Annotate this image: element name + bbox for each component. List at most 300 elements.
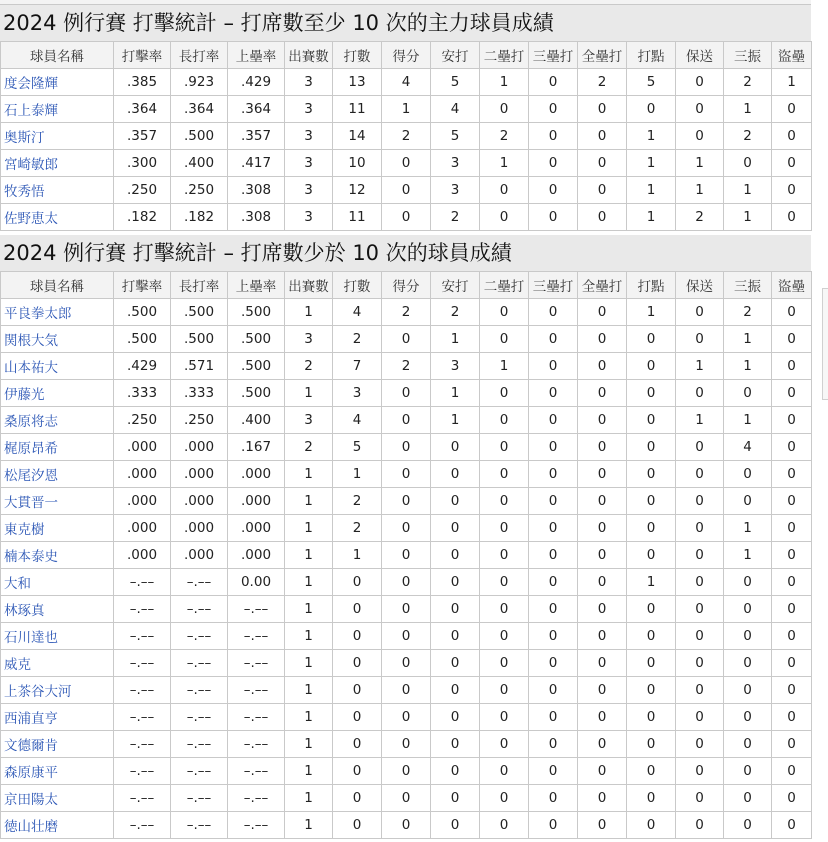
cell-rbi: 0 xyxy=(627,650,676,677)
player-name-link[interactable]: 石川達也 xyxy=(1,623,114,650)
cell-slugging: .923 xyxy=(171,69,228,96)
column-header-runs: 得分 xyxy=(382,272,431,299)
cell-hits: 0 xyxy=(431,434,480,461)
cell-hits: 2 xyxy=(431,299,480,326)
cell-stolen-bases: 0 xyxy=(772,542,812,569)
cell-batting-average: –.–– xyxy=(114,812,171,839)
player-name-link[interactable]: 京田陽太 xyxy=(1,785,114,812)
cell-strikeouts: 1 xyxy=(724,353,772,380)
cell-runs: 0 xyxy=(382,380,431,407)
cell-batting-average: .250 xyxy=(114,407,171,434)
cell-triples: 0 xyxy=(529,758,578,785)
cell-rbi: 5 xyxy=(627,69,676,96)
cell-walks: 0 xyxy=(676,569,724,596)
cell-runs: 0 xyxy=(382,785,431,812)
cell-stolen-bases: 0 xyxy=(772,204,812,231)
cell-walks: 0 xyxy=(676,123,724,150)
cell-slugging: –.–– xyxy=(171,731,228,758)
cell-home-runs: 0 xyxy=(578,177,627,204)
player-name-link[interactable]: 度会隆輝 xyxy=(1,69,114,96)
cell-batting-average: .000 xyxy=(114,542,171,569)
cell-stolen-bases: 0 xyxy=(772,569,812,596)
cell-walks: 1 xyxy=(676,407,724,434)
cell-doubles: 1 xyxy=(480,69,529,96)
cell-home-runs: 0 xyxy=(578,623,627,650)
cell-at-bats: 0 xyxy=(333,731,382,758)
cell-home-runs: 0 xyxy=(578,96,627,123)
cell-home-runs: 0 xyxy=(578,758,627,785)
cell-games: 3 xyxy=(285,326,333,353)
cell-batting-average: .250 xyxy=(114,177,171,204)
column-header-walks: 保送 xyxy=(676,272,724,299)
cell-stolen-bases: 0 xyxy=(772,677,812,704)
cell-games: 1 xyxy=(285,785,333,812)
column-header-batting-average: 打擊率 xyxy=(114,272,171,299)
cell-batting-average: .333 xyxy=(114,380,171,407)
cell-on-base: –.–– xyxy=(228,677,285,704)
cell-home-runs: 0 xyxy=(578,677,627,704)
table-row xyxy=(1,123,812,150)
cell-games: 1 xyxy=(285,380,333,407)
cell-hits: 3 xyxy=(431,150,480,177)
table-row xyxy=(1,299,812,326)
cell-on-base: –.–– xyxy=(228,704,285,731)
cell-stolen-bases: 0 xyxy=(772,704,812,731)
player-name-link[interactable]: 松尾汐恩 xyxy=(1,461,114,488)
column-header-stolen-bases: 盜壘 xyxy=(772,272,812,299)
cell-batting-average: .364 xyxy=(114,96,171,123)
cell-runs: 0 xyxy=(382,812,431,839)
cell-doubles: 0 xyxy=(480,326,529,353)
cell-doubles: 0 xyxy=(480,434,529,461)
cell-walks: 1 xyxy=(676,353,724,380)
cell-runs: 2 xyxy=(382,353,431,380)
cell-runs: 1 xyxy=(382,96,431,123)
cell-at-bats: 0 xyxy=(333,596,382,623)
cell-rbi: 0 xyxy=(627,785,676,812)
column-header-triples: 三壘打 xyxy=(529,42,578,69)
main-players-section xyxy=(0,5,812,231)
cell-home-runs: 0 xyxy=(578,380,627,407)
cell-rbi: 1 xyxy=(627,177,676,204)
cell-strikeouts: 2 xyxy=(724,69,772,96)
cell-batting-average: .182 xyxy=(114,204,171,231)
cell-runs: 0 xyxy=(382,515,431,542)
cell-at-bats: 4 xyxy=(333,407,382,434)
cell-runs: 0 xyxy=(382,623,431,650)
cell-doubles: 0 xyxy=(480,596,529,623)
cell-doubles: 0 xyxy=(480,407,529,434)
cell-home-runs: 0 xyxy=(578,353,627,380)
cell-on-base: .400 xyxy=(228,407,285,434)
cell-rbi: 1 xyxy=(627,569,676,596)
table-row xyxy=(1,515,812,542)
cell-triples: 0 xyxy=(529,407,578,434)
cell-on-base: –.–– xyxy=(228,650,285,677)
player-name-link[interactable]: 文德爾肯 xyxy=(1,731,114,758)
column-header-doubles: 二壘打 xyxy=(480,272,529,299)
cell-on-base: .500 xyxy=(228,299,285,326)
cell-strikeouts: 1 xyxy=(724,204,772,231)
cell-doubles: 0 xyxy=(480,299,529,326)
cell-runs: 2 xyxy=(382,299,431,326)
cell-triples: 0 xyxy=(529,623,578,650)
cell-stolen-bases: 0 xyxy=(772,326,812,353)
cell-runs: 2 xyxy=(382,123,431,150)
player-name-link[interactable]: 威克 xyxy=(1,650,114,677)
table-row xyxy=(1,758,812,785)
cell-hits: 4 xyxy=(431,96,480,123)
cell-hits: 0 xyxy=(431,542,480,569)
player-name-link[interactable]: 徳山壮磨 xyxy=(1,812,114,839)
cell-on-base: 0.00 xyxy=(228,569,285,596)
cell-on-base: –.–– xyxy=(228,596,285,623)
cell-stolen-bases: 0 xyxy=(772,434,812,461)
cell-games: 2 xyxy=(285,353,333,380)
column-header-rbi: 打點 xyxy=(627,42,676,69)
cell-rbi: 0 xyxy=(627,461,676,488)
cell-home-runs: 0 xyxy=(578,812,627,839)
cell-batting-average: –.–– xyxy=(114,731,171,758)
column-header-triples: 三壘打 xyxy=(529,272,578,299)
table-row xyxy=(1,353,812,380)
cell-runs: 0 xyxy=(382,731,431,758)
cell-runs: 0 xyxy=(382,326,431,353)
cell-slugging: .250 xyxy=(171,407,228,434)
cell-home-runs: 0 xyxy=(578,569,627,596)
cell-on-base: .417 xyxy=(228,150,285,177)
cell-home-runs: 0 xyxy=(578,650,627,677)
player-name-link[interactable]: 大和 xyxy=(1,569,114,596)
player-name-link[interactable]: 梶原昂希 xyxy=(1,434,114,461)
cell-rbi: 0 xyxy=(627,623,676,650)
table-row xyxy=(1,150,812,177)
cell-on-base: .357 xyxy=(228,123,285,150)
table-row xyxy=(1,569,812,596)
cell-strikeouts: 2 xyxy=(724,123,772,150)
cell-doubles: 0 xyxy=(480,461,529,488)
cell-doubles: 0 xyxy=(480,650,529,677)
cell-batting-average: .000 xyxy=(114,488,171,515)
cell-runs: 0 xyxy=(382,596,431,623)
cell-strikeouts: 0 xyxy=(724,596,772,623)
player-name-link[interactable]: 石上泰輝 xyxy=(1,96,114,123)
player-name-link[interactable]: 桑原将志 xyxy=(1,407,114,434)
player-name-link[interactable]: 山本祐大 xyxy=(1,353,114,380)
cell-at-bats: 14 xyxy=(333,123,382,150)
cell-rbi: 0 xyxy=(627,515,676,542)
player-name-link[interactable]: 楠本泰史 xyxy=(1,542,114,569)
cell-hits: 1 xyxy=(431,407,480,434)
cell-doubles: 0 xyxy=(480,204,529,231)
cell-walks: 0 xyxy=(676,758,724,785)
player-name-link[interactable]: 佐野恵太 xyxy=(1,204,114,231)
cell-hits: 0 xyxy=(431,650,480,677)
cell-hits: 0 xyxy=(431,461,480,488)
cell-hits: 0 xyxy=(431,704,480,731)
column-header-home-runs: 全壘打 xyxy=(578,272,627,299)
cell-stolen-bases: 0 xyxy=(772,650,812,677)
cell-on-base: .429 xyxy=(228,69,285,96)
cell-at-bats: 11 xyxy=(333,204,382,231)
cell-stolen-bases: 0 xyxy=(772,96,812,123)
cell-walks: 0 xyxy=(676,96,724,123)
cell-doubles: 0 xyxy=(480,569,529,596)
cell-at-bats: 13 xyxy=(333,69,382,96)
column-header-home-runs: 全壘打 xyxy=(578,42,627,69)
column-header-at-bats: 打數 xyxy=(333,272,382,299)
cell-doubles: 0 xyxy=(480,542,529,569)
cell-home-runs: 0 xyxy=(578,434,627,461)
cell-strikeouts: 0 xyxy=(724,731,772,758)
cell-walks: 0 xyxy=(676,299,724,326)
cell-walks: 0 xyxy=(676,542,724,569)
cell-stolen-bases: 0 xyxy=(772,150,812,177)
cell-home-runs: 0 xyxy=(578,461,627,488)
table-row xyxy=(1,812,812,839)
cell-rbi: 0 xyxy=(627,542,676,569)
cell-batting-average: –.–– xyxy=(114,569,171,596)
cell-walks: 0 xyxy=(676,623,724,650)
cell-at-bats: 0 xyxy=(333,704,382,731)
cell-games: 1 xyxy=(285,623,333,650)
cell-slugging: .250 xyxy=(171,177,228,204)
table-row xyxy=(1,380,812,407)
cell-slugging: –.–– xyxy=(171,704,228,731)
column-header-at-bats: 打數 xyxy=(333,42,382,69)
cell-walks: 0 xyxy=(676,434,724,461)
cell-stolen-bases: 0 xyxy=(772,758,812,785)
player-name-link[interactable]: 奥斯汀 xyxy=(1,123,114,150)
table-row xyxy=(1,488,812,515)
cell-home-runs: 0 xyxy=(578,731,627,758)
cell-on-base: .000 xyxy=(228,542,285,569)
cell-stolen-bases: 0 xyxy=(772,299,812,326)
cell-slugging: .500 xyxy=(171,123,228,150)
cell-batting-average: .385 xyxy=(114,69,171,96)
cell-triples: 0 xyxy=(529,353,578,380)
player-name-link[interactable]: 東克樹 xyxy=(1,515,114,542)
cell-strikeouts: 1 xyxy=(724,326,772,353)
cell-slugging: .000 xyxy=(171,488,228,515)
player-name-link[interactable]: 伊藤光 xyxy=(1,380,114,407)
cell-triples: 0 xyxy=(529,299,578,326)
section-title: 2024 例行賽 打擊統計 – 打席數少於 10 次的球員成績 xyxy=(0,235,811,271)
cell-triples: 0 xyxy=(529,69,578,96)
main-players-stats-table xyxy=(0,41,812,231)
column-header-player-name: 球員名稱 xyxy=(1,42,114,69)
column-header-strikeouts: 三振 xyxy=(724,272,772,299)
player-name-link[interactable]: 林琢真 xyxy=(1,596,114,623)
cell-slugging: .500 xyxy=(171,299,228,326)
cell-walks: 0 xyxy=(676,380,724,407)
cell-stolen-bases: 0 xyxy=(772,461,812,488)
cell-rbi: 0 xyxy=(627,758,676,785)
cell-rbi: 1 xyxy=(627,123,676,150)
cell-games: 1 xyxy=(285,596,333,623)
cell-doubles: 1 xyxy=(480,150,529,177)
cell-games: 3 xyxy=(285,407,333,434)
cell-home-runs: 0 xyxy=(578,515,627,542)
cell-at-bats: 0 xyxy=(333,758,382,785)
cell-batting-average: .357 xyxy=(114,123,171,150)
cell-walks: 0 xyxy=(676,677,724,704)
player-name-link[interactable]: 森原康平 xyxy=(1,758,114,785)
cell-games: 3 xyxy=(285,204,333,231)
cell-games: 3 xyxy=(285,69,333,96)
cell-walks: 0 xyxy=(676,461,724,488)
cell-doubles: 1 xyxy=(480,353,529,380)
cell-triples: 0 xyxy=(529,569,578,596)
cell-strikeouts: 4 xyxy=(724,434,772,461)
cell-at-bats: 0 xyxy=(333,677,382,704)
cell-batting-average: .500 xyxy=(114,299,171,326)
cell-home-runs: 0 xyxy=(578,596,627,623)
cell-slugging: –.–– xyxy=(171,812,228,839)
cell-hits: 0 xyxy=(431,569,480,596)
cell-hits: 0 xyxy=(431,785,480,812)
cell-games: 1 xyxy=(285,515,333,542)
cell-home-runs: 2 xyxy=(578,69,627,96)
cell-on-base: .500 xyxy=(228,380,285,407)
cell-on-base: .500 xyxy=(228,326,285,353)
cell-runs: 0 xyxy=(382,650,431,677)
cell-doubles: 0 xyxy=(480,785,529,812)
cell-walks: 0 xyxy=(676,69,724,96)
cell-runs: 0 xyxy=(382,704,431,731)
cell-strikeouts: 0 xyxy=(724,785,772,812)
cell-doubles: 0 xyxy=(480,677,529,704)
cell-at-bats: 0 xyxy=(333,785,382,812)
cell-hits: 0 xyxy=(431,623,480,650)
player-name-link[interactable]: 牧秀悟 xyxy=(1,177,114,204)
column-header-rbi: 打點 xyxy=(627,272,676,299)
cell-triples: 0 xyxy=(529,326,578,353)
cell-triples: 0 xyxy=(529,123,578,150)
cell-rbi: 0 xyxy=(627,407,676,434)
cell-rbi: 0 xyxy=(627,677,676,704)
cell-at-bats: 0 xyxy=(333,569,382,596)
cell-strikeouts: 1 xyxy=(724,515,772,542)
cell-strikeouts: 0 xyxy=(724,488,772,515)
cell-on-base: .167 xyxy=(228,434,285,461)
cell-at-bats: 0 xyxy=(333,650,382,677)
cell-triples: 0 xyxy=(529,515,578,542)
other-players-stats-table xyxy=(0,271,812,839)
cell-runs: 0 xyxy=(382,407,431,434)
cell-runs: 0 xyxy=(382,177,431,204)
cell-triples: 0 xyxy=(529,731,578,758)
player-name-link[interactable]: 上茶谷大河 xyxy=(1,677,114,704)
cell-doubles: 0 xyxy=(480,515,529,542)
cell-slugging: –.–– xyxy=(171,596,228,623)
cell-rbi: 0 xyxy=(627,326,676,353)
cell-at-bats: 12 xyxy=(333,177,382,204)
cell-hits: 0 xyxy=(431,596,480,623)
cell-strikeouts: 0 xyxy=(724,569,772,596)
cell-strikeouts: 0 xyxy=(724,650,772,677)
cell-triples: 0 xyxy=(529,650,578,677)
cell-games: 3 xyxy=(285,177,333,204)
table-row xyxy=(1,785,812,812)
player-name-link[interactable]: 平良拳太郎 xyxy=(1,299,114,326)
cell-runs: 0 xyxy=(382,542,431,569)
cell-triples: 0 xyxy=(529,461,578,488)
cell-batting-average: –.–– xyxy=(114,785,171,812)
cell-batting-average: .000 xyxy=(114,515,171,542)
column-header-hits: 安打 xyxy=(431,42,480,69)
cell-walks: 0 xyxy=(676,515,724,542)
cell-games: 1 xyxy=(285,299,333,326)
cell-triples: 0 xyxy=(529,785,578,812)
cell-stolen-bases: 0 xyxy=(772,123,812,150)
cell-stolen-bases: 0 xyxy=(772,488,812,515)
cell-home-runs: 0 xyxy=(578,488,627,515)
cell-triples: 0 xyxy=(529,704,578,731)
cell-home-runs: 0 xyxy=(578,150,627,177)
cell-hits: 0 xyxy=(431,731,480,758)
cell-stolen-bases: 1 xyxy=(772,69,812,96)
cell-rbi: 1 xyxy=(627,299,676,326)
cell-hits: 2 xyxy=(431,204,480,231)
cell-hits: 5 xyxy=(431,69,480,96)
cell-rbi: 1 xyxy=(627,150,676,177)
player-name-link[interactable]: 西浦直亨 xyxy=(1,704,114,731)
cell-at-bats: 2 xyxy=(333,326,382,353)
cell-runs: 4 xyxy=(382,69,431,96)
cell-batting-average: .500 xyxy=(114,326,171,353)
cell-stolen-bases: 0 xyxy=(772,596,812,623)
cell-strikeouts: 2 xyxy=(724,299,772,326)
cell-stolen-bases: 0 xyxy=(772,515,812,542)
cell-on-base: .364 xyxy=(228,96,285,123)
cell-walks: 0 xyxy=(676,326,724,353)
cell-on-base: .000 xyxy=(228,515,285,542)
cell-games: 1 xyxy=(285,812,333,839)
cell-games: 1 xyxy=(285,461,333,488)
player-name-link[interactable]: 宮崎敏郎 xyxy=(1,150,114,177)
table-row xyxy=(1,677,812,704)
cell-at-bats: 5 xyxy=(333,434,382,461)
cell-at-bats: 7 xyxy=(333,353,382,380)
cell-on-base: –.–– xyxy=(228,758,285,785)
cell-slugging: –.–– xyxy=(171,650,228,677)
cell-rbi: 0 xyxy=(627,488,676,515)
cell-strikeouts: 1 xyxy=(724,96,772,123)
cell-at-bats: 1 xyxy=(333,461,382,488)
cell-doubles: 0 xyxy=(480,380,529,407)
cell-hits: 1 xyxy=(431,380,480,407)
cell-slugging: .571 xyxy=(171,353,228,380)
cell-walks: 0 xyxy=(676,704,724,731)
cell-rbi: 1 xyxy=(627,204,676,231)
cell-at-bats: 2 xyxy=(333,488,382,515)
cell-at-bats: 4 xyxy=(333,299,382,326)
cell-games: 3 xyxy=(285,150,333,177)
cell-strikeouts: 0 xyxy=(724,623,772,650)
player-name-link[interactable]: 大貫晋一 xyxy=(1,488,114,515)
cell-strikeouts: 1 xyxy=(724,407,772,434)
column-header-on-base: 上壘率 xyxy=(228,42,285,69)
cell-doubles: 0 xyxy=(480,704,529,731)
player-name-link[interactable]: 関根大気 xyxy=(1,326,114,353)
table-row xyxy=(1,623,812,650)
cell-batting-average: –.–– xyxy=(114,704,171,731)
cell-games: 1 xyxy=(285,488,333,515)
cell-stolen-bases: 0 xyxy=(772,785,812,812)
cell-on-base: –.–– xyxy=(228,623,285,650)
column-header-strikeouts: 三振 xyxy=(724,42,772,69)
